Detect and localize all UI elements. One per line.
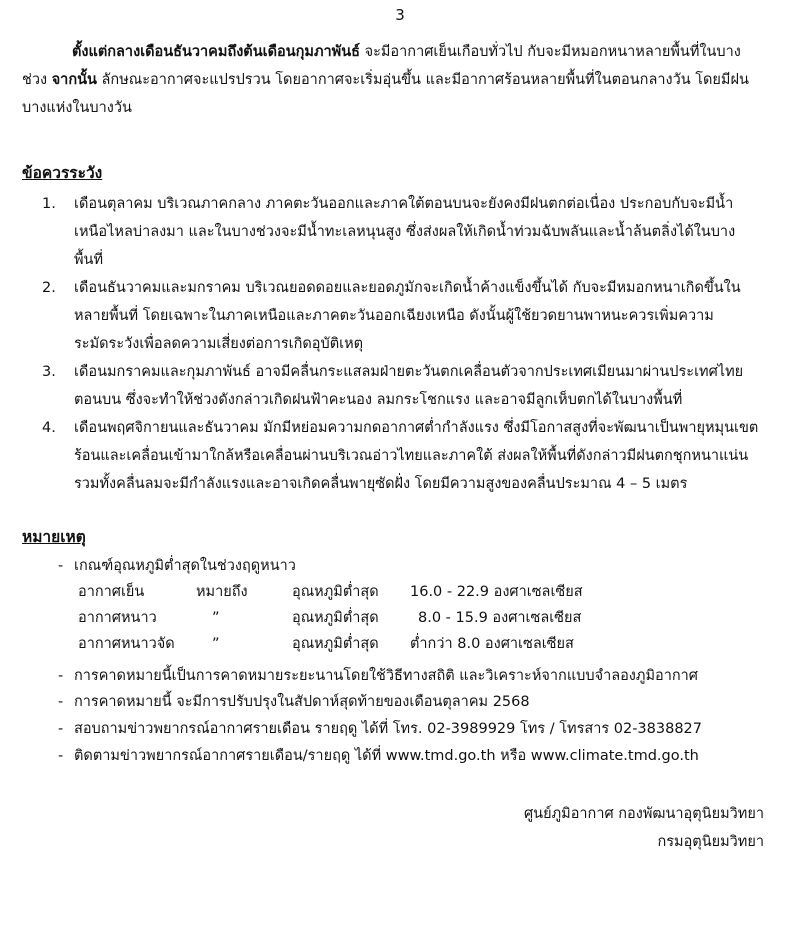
bullet-dash: -: [58, 694, 64, 710]
page-number: 3: [395, 6, 405, 24]
note-text: สอบถามข่าวพยากรณ์อากาศรายเดือน รายฤดู ได้ที่ โทร. 02-3989929 โทร / โทรสาร 02-3838827: [74, 721, 703, 737]
bullet-dash: -: [58, 748, 64, 764]
criteria-measure: อุณหภูมิต่ำสุด: [292, 584, 379, 600]
warning-number: 2.: [42, 280, 56, 296]
criteria-range: 16.0 - 22.9 องศาเซลเซียส: [410, 584, 583, 600]
warning-number: 3.: [42, 364, 56, 380]
criteria-means: ”: [212, 636, 220, 652]
criteria-range: ต่ำกว่า 8.0 องศาเซลเซียส: [410, 636, 574, 652]
warning-text: เดือนธันวาคมและมกราคม บริเวณยอดดอยและยอดภูมักจะเกิดน้ำค้างแข็งขึ้นได้ กับจะมีหมอกหนาเกิดขึ้นในหลายพื้นที่ โดยเฉพาะในภาคเหนือและภาคตะวันออกเฉียงเหนือ ดังนั้นผู้ใช้ยวดยานพาหนะควรเพิ่มความระมัดระวังเพื่อลดความเสี่ยงต่อการเกิดอุบัติเหตุ: [74, 280, 741, 352]
criteria-level: อากาศหนาว: [78, 610, 157, 626]
criteria-means: หมายถึง: [196, 584, 248, 600]
criteria-measure: อุณหภูมิต่ำสุด: [292, 636, 379, 652]
signature-agency: กรมอุตุนิยมวิทยา: [657, 834, 764, 850]
intro-paragraph: [22, 38, 762, 122]
intro-bold-period: ตั้งแต่กลางเดือนธันวาคมถึงต้นเดือนกุมภาพันธ์: [72, 44, 360, 60]
bullet-dash: -: [58, 721, 64, 737]
warning-text: เดือนมกราคมและกุมภาพันธ์ อาจมีคลื่นกระแสลมฝ่ายตะวันตกเคลื่อนตัวจากประเทศเมียนมาผ่านประเทศไทยตอนบน ซึ่งจะทำให้ช่วงดังกล่าวเกิดฝนฟ้าคะนอง ลมกระโชกแรง และอาจมีลูกเห็บตกได้ในบางพื้นที่: [74, 364, 744, 408]
intro-bold-then: จากนั้น: [51, 72, 97, 88]
bullet-dash: -: [58, 558, 64, 574]
warnings-heading: ข้อควรระวัง: [22, 164, 103, 182]
warning-number: 1.: [42, 196, 56, 212]
warning-text: เดือนพฤศจิกายนและธันวาคม มักมีหย่อมความกดอากาศต่ำกำลังแรง ซึ่งมีโอกาสสูงที่จะพัฒนาเป็นพายุหมุนเขตร้อนและเคลื่อนเข้ามาใกล้หรือเคลื่อนผ่านบริเวณอ่าวไทยและภาคใต้ ส่งผลให้พื้นที่ดังกล่าวมีฝนตกชุกหนาแน่นรวมทั้งคลื่นลมจะมีกำลังแรงและอาจเกิดคลื่นพายุซัดฝั่ง โดยมีความสูงของคลื่นประมาณ 4 – 5 เมตร: [74, 420, 759, 492]
intro-text-1: จะมีอากาศเย็นเกือบทั่วไป กับจะมีหมอกหนาหลายพื้นที่ในบางช่วง: [22, 44, 741, 88]
criteria-level: อากาศเย็น: [78, 584, 145, 600]
criteria-means: ”: [212, 610, 220, 626]
note-text: ติดตามข่าวพยากรณ์อากาศรายเดือน/รายฤดู ได้ที่ www.tmd.go.th หรือ www.climate.tmd.go.th: [74, 748, 699, 764]
intro-text-2: ลักษณะอากาศจะแปรปรวน โดยอากาศจะเริ่มอุ่นขึ้น และมีอากาศร้อนหลายพื้นที่ในตอนกลางวัน โดยมีฝนบางแห่งในบางวัน: [22, 72, 749, 116]
note-text: การคาดหมายนี้เป็นการคาดหมายระยะนานโดยใช้วิธีทางสถิติ และวิเคราะห์จากแบบจำลองภูมิอากาศ: [74, 668, 698, 684]
bullet-dash: -: [58, 668, 64, 684]
notes-heading: หมายเหตุ: [22, 528, 86, 546]
criteria-title: เกณฑ์อุณหภูมิต่ำสุดในช่วงฤดูหนาว: [74, 558, 296, 574]
criteria-measure: อุณหภูมิต่ำสุด: [292, 610, 379, 626]
note-text: การคาดหมายนี้ จะมีการปรับปรุงในสัปดาห์สุดท้ายของเดือนตุลาคม 2568: [74, 694, 530, 710]
warning-number: 4.: [42, 420, 56, 436]
criteria-range: 8.0 - 15.9 องศาเซลเซียส: [418, 610, 582, 626]
warning-text: เดือนตุลาคม บริเวณภาคกลาง ภาคตะวันออกและภาคใต้ตอนบนจะยังคงมีฝนตกต่อเนื่อง ประกอบกับจะมีน้ำเหนือไหลบ่าลงมา และในบางช่วงจะมีน้ำทะเลหนุนสูง ซึ่งส่งผลให้เกิดน้ำท่วมฉับพลันและน้ำล้นตลิ่งได้ในบางพื้นที่: [74, 196, 736, 268]
signature-department: ศูนย์ภูมิอากาศ กองพัฒนาอุตุนิยมวิทยา: [523, 806, 764, 822]
criteria-level: อากาศหนาวจัด: [78, 636, 175, 652]
